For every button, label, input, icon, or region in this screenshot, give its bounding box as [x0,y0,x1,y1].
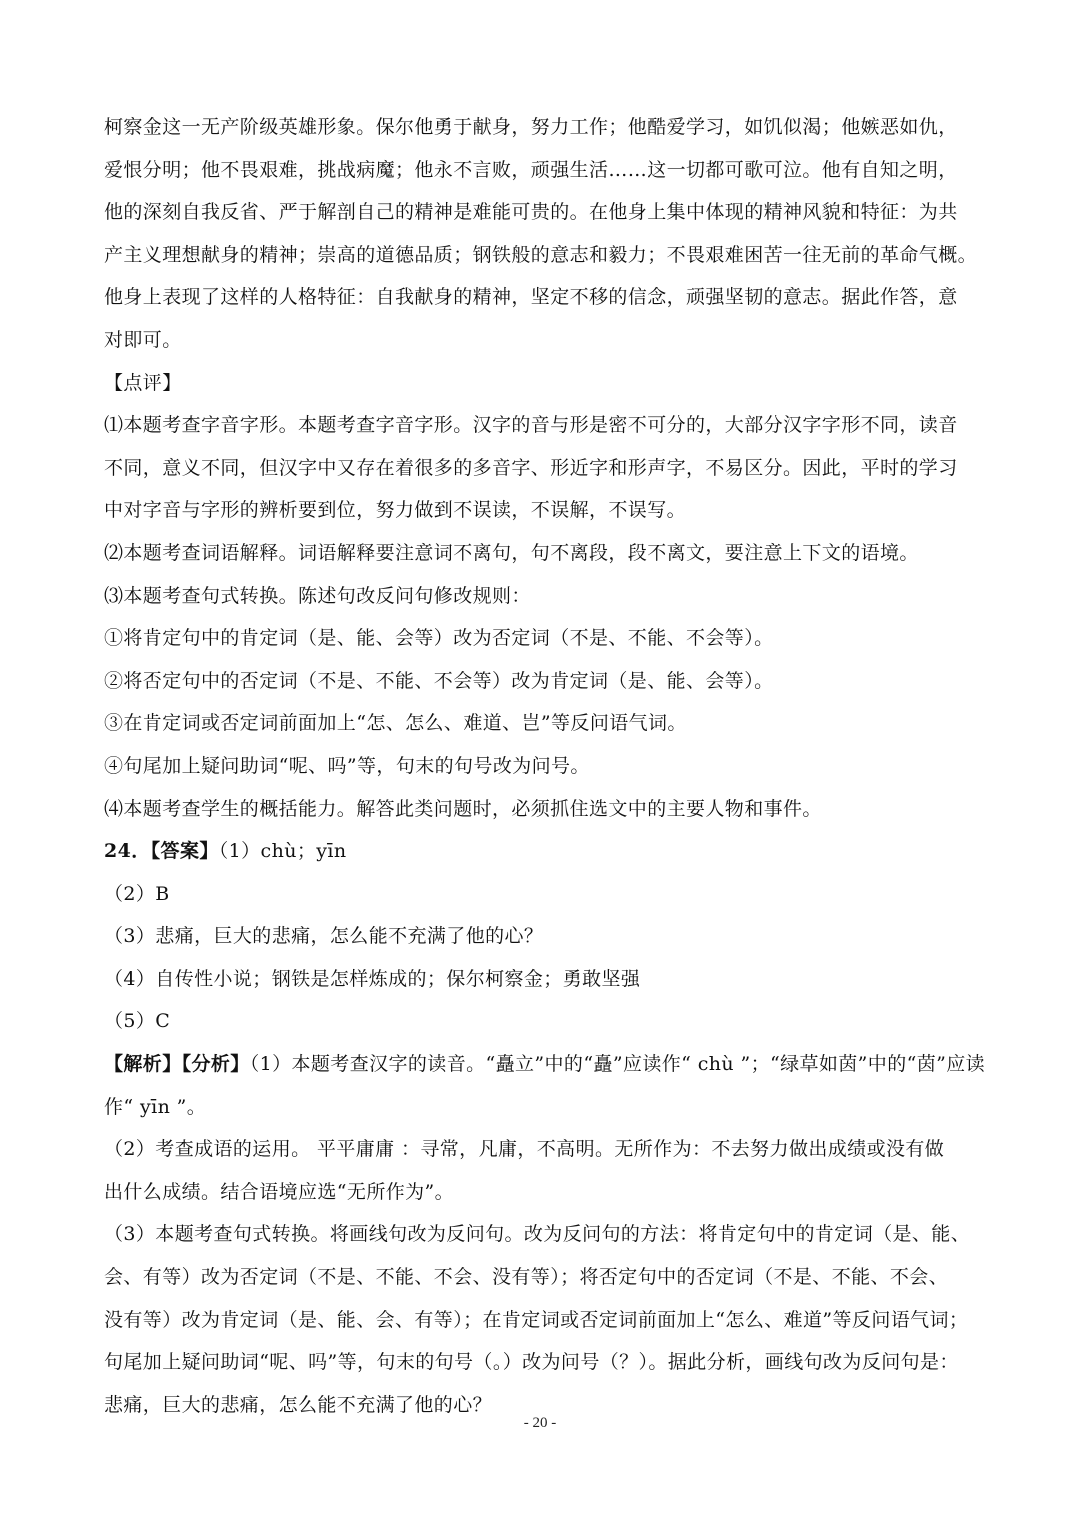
analysis-part-3 [104,1213,978,1426]
answer-3: （3）悲痛，巨大的悲痛，怎么能不充满了他的心？ [104,925,544,948]
analysis-tag: 【解析】【分析】 [104,1053,250,1076]
question-number: 24． [104,840,151,863]
review-heading: 【点评】 [104,371,182,394]
text-line: （2）考查成语的运用。 平平庸庸 ：寻常，凡庸，不高明。无所作为：不去努力做出成绩或没有做 [104,1138,945,1161]
text-line: 会、有等）改为否定词（不是、不能、不会、没有等）；将否定句中的否定词（不是、不能、不会、 [104,1266,949,1289]
analysis-line-2: 作“ yīn ”。 [104,1095,207,1118]
rule-item: ①将肯定句中的肯定词（是、能、会等）改为否定词（不是、不能、不会等）。 [104,627,774,650]
answer-2: （2）B [104,882,170,905]
page-content [104,106,986,1426]
rule-item: ②将否定句中的否定词（不是、不能、不会等）改为肯定词（是、能、会等）。 [104,669,774,692]
answer-4: （4）自传性小说；钢铁是怎样炼成的；保尔柯察金；勇敢坚强 [104,967,641,990]
review-item-4: ⑷本题考查学生的概括能力。解答此类问题时，必须抓住选文中的主要人物和事件。 [104,797,822,820]
review-item-3: ⑶本题考查句式转换。陈述句改反问句修改规则： [104,584,531,607]
rule-item: ③在肯定词或否定词前面加上“怎、怎么、难道、岂”等反问语气词。 [104,712,687,735]
page-number: - 20 - [523,1415,557,1431]
question-24-answer-line [104,830,978,873]
text-line: 产主义理想献身的精神；崇高的道德品质；钢铁般的意志和毅力；不畏艰难困苦一往无前的革命气概。 [104,243,978,266]
text-line: 爱恨分明；他不畏艰难，挑战病魔；他永不言败，顽强生活……这一切都可歌可泣。他有自知之明， [104,158,958,181]
text-line: 中对字音与字形的辨析要到位，努力做到不误读，不误解，不误写。 [104,499,687,522]
text-line: 不同，意义不同，但汉字中又存在着很多的多音字、形近字和形声字，不易区分。因此，平时的学习 [104,456,958,479]
analysis-text: （1）本题考查汉字的读音。“矗立”中的“矗”应读作“ chù ”；“绿草如茵”中的“茵”应读 [249,1053,986,1076]
review-item-2: ⑵本题考查词语解释。词语解释要注意词不离句，句不离段，段不离文，要注意上下文的语境。 [104,541,919,564]
text-line: （3）本题考查句式转换。将画线句改为反问句。改为反问句的方法：将肯定句中的肯定词（是、能、 [104,1223,971,1246]
answer-1: （1）chù；yīn [218,840,347,863]
rule-item: ④句尾加上疑问助词“呢、吗”等，句末的句号改为问号。 [104,754,590,777]
rule-list [104,617,978,787]
paragraph-top [104,106,978,362]
analysis-part-2 [104,1128,978,1213]
answer-tag: 【答案】 [150,840,219,863]
review-item-1 [104,404,978,532]
text-line: 句尾加上疑问助词“呢、吗”等，句末的句号（。）改为问号（？）。据此分析，画线句改为反问句是： [104,1351,959,1374]
text-line: 柯察金这一无产阶级英雄形象。保尔他勇于献身，努力工作；他酷爱学习，如饥似渴；他嫉恶如仇， [104,116,958,138]
text-line: 他的深刻自我反省、严于解剖自己的精神是难能可贵的。在他身上集中体现的精神风貌和特征：为共 [104,201,958,224]
text-line: 他身上表现了这样的人格特征：自我献身的精神，坚定不移的信念，顽强坚韧的意志。据此作答，意 [104,286,958,309]
text-line: 悲痛，巨大的悲痛，怎么能不充满了他的心？ [104,1393,493,1416]
text-line: 出什么成绩。结合语境应选“无所作为”。 [104,1180,455,1203]
text-line: 对即可。 [104,328,182,351]
text-line: ⑴本题考查字音字形。本题考查字音字形。汉字的音与形是密不可分的，大部分汉字字形不同，读音 [104,414,958,437]
answer-5: （5）C [104,1010,171,1033]
analysis-line-1 [104,1043,986,1086]
text-line: 没有等）改为肯定词（是、能、会、有等）；在肯定词或否定词前面加上“怎么、难道”等反问语气词； [104,1308,969,1331]
